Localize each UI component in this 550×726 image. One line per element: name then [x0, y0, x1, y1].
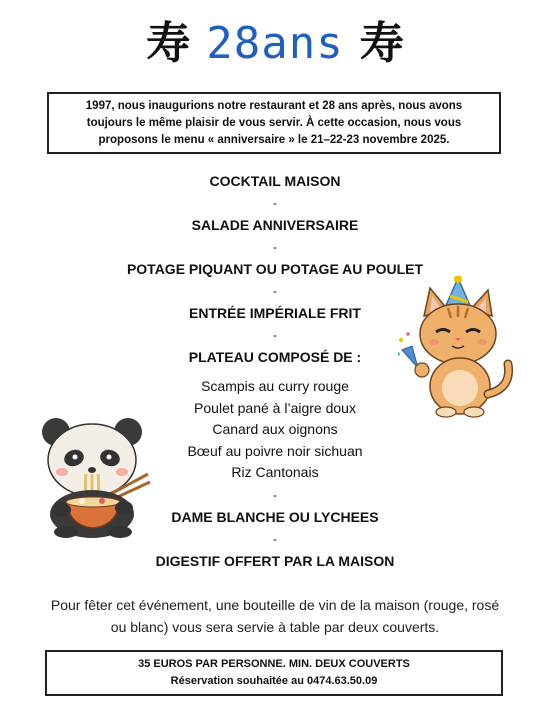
note-line: Pour fêter cet événement, une bouteille de vin de la maison (rouge, rosé [50, 597, 500, 613]
price-line: 35 EUROS PAR PERSONNE. MIN. DEUX COUVERTS [138, 658, 410, 670]
menu-separator: - [273, 196, 277, 210]
menu-course: SALADE ANNIVERSAIRE [191, 217, 359, 233]
plateau-item: Poulet pané à l’aigre doux [194, 399, 356, 416]
intro-box [47, 92, 501, 154]
menu-course: POTAGE PIQUANT OU POTAGE AU POULET [126, 261, 424, 277]
title-main: 28ans [206, 18, 344, 69]
title-kanji-right: 寿 [359, 18, 404, 69]
menu-course: PLATEAU COMPOSÉ DE : [188, 349, 362, 365]
intro-line: toujours le même plaisir de vous servir. À cette occasion, nous vous [86, 116, 462, 129]
plateau-item: Canard aux oignons [212, 421, 338, 437]
intro-line: 1997, nous inaugurions notre restaurant et 28 ans après, nous avons [85, 99, 463, 112]
plateau-item: Riz Cantonais [231, 464, 319, 480]
menu-digestif: DIGESTIF OFFERT PAR LA MAISON [155, 552, 395, 569]
intro-line: proposons le menu « anniversaire » le 21–22-23 novembre 2025. [98, 133, 450, 146]
menu-separator: - [273, 240, 277, 254]
menu-separator: - [273, 328, 277, 342]
note-line: ou blanc) vous sera servie à table par deux couverts. [110, 619, 440, 635]
menu-separator: - [273, 531, 277, 546]
reservation-line: Réservation souhaitée au 0474.63.50.09 [170, 675, 378, 687]
menu-separator: - [273, 487, 277, 502]
party-cat-icon [398, 276, 520, 418]
wine-note [0, 594, 550, 638]
menu-course: ENTRÉE IMPÉRIALE FRIT [189, 305, 361, 321]
intro-text [86, 98, 462, 149]
menu-course: COCKTAIL MAISON [209, 173, 341, 189]
plateau-item: Scampis au curry rouge [201, 378, 349, 394]
pricing-box [45, 650, 503, 696]
menu-separator: - [273, 284, 277, 298]
menu-dessert: DAME BLANCHE OU LYCHEES [171, 508, 379, 525]
title-kanji-left: 寿 [146, 18, 191, 69]
page-title [0, 14, 550, 74]
plateau-item: Bœuf au poivre noir sichuan [187, 442, 363, 459]
panda-noodles-icon [36, 414, 152, 538]
